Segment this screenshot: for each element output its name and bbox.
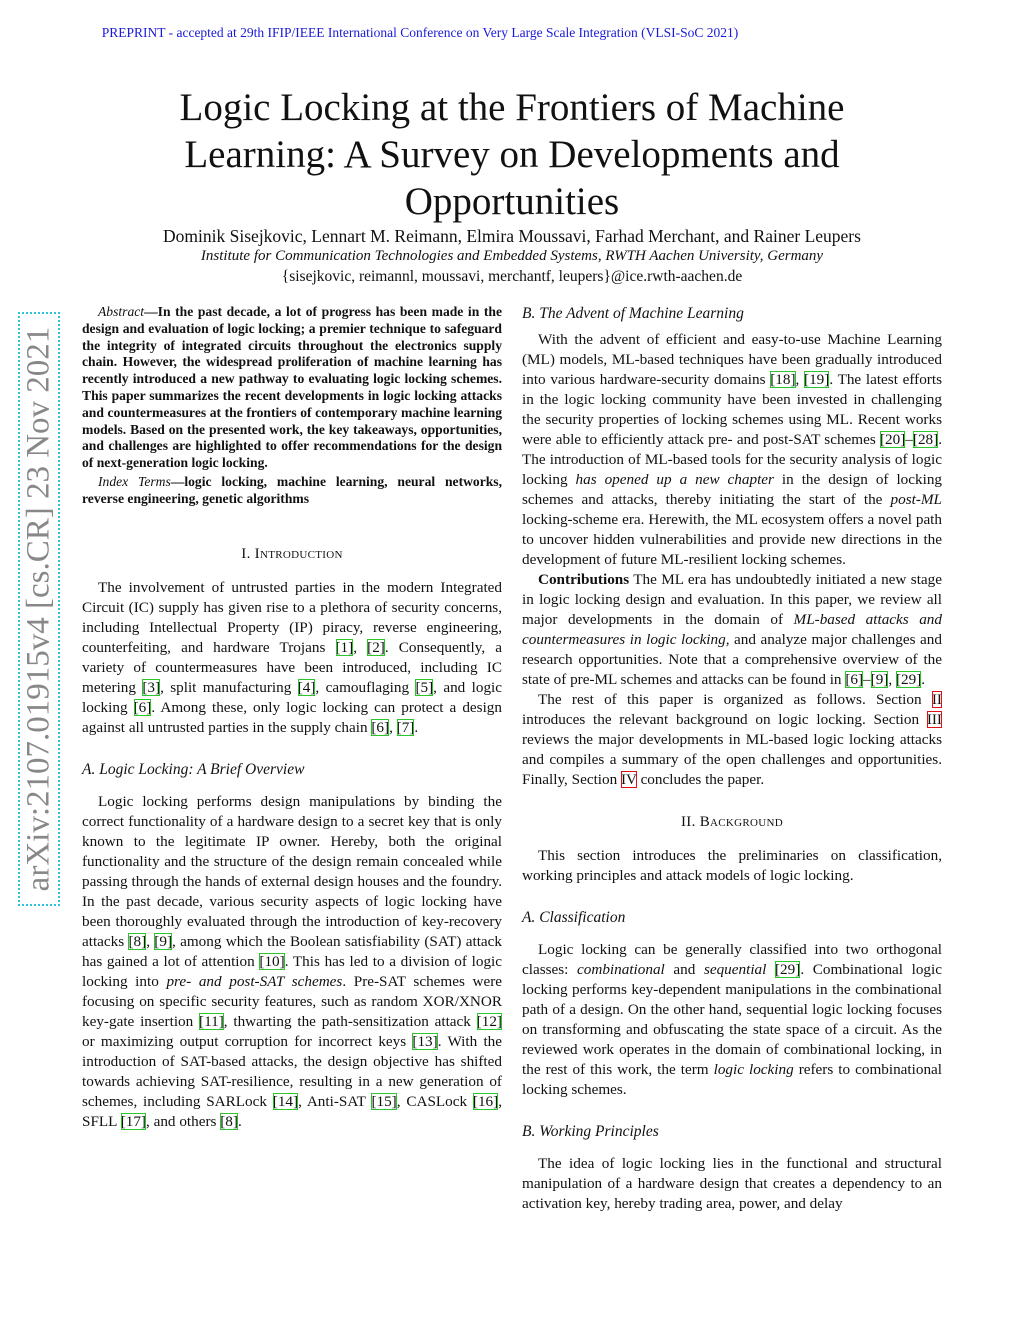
emphasis: logic locking (713, 1061, 794, 1078)
citation-link[interactable]: [16] (472, 1092, 499, 1110)
citation-link[interactable]: [7] (396, 718, 415, 736)
citation-link[interactable]: [5] (415, 678, 434, 696)
index-terms-text: —logic locking, machine learning, neural networks, reverse engineering, genetic algorithms (82, 473, 502, 506)
authors: Dominik Sisejkovic, Lennart M. Reimann, Elmira Moussavi, Farhad Merchant, and Rainer Leupers (163, 226, 861, 246)
emphasis: has opened up a new chapter (575, 471, 774, 488)
citation-link[interactable]: [17] (120, 1112, 146, 1130)
citation-link[interactable]: [10] (259, 952, 285, 970)
abstract (82, 304, 502, 472)
citation-link[interactable]: [4] (297, 678, 316, 696)
abstract-text: —In the past decade, a lot of progress has been made in the design and evaluation of logic locking; a premier technique to safeguard the integrity of integrated circuits throughout the electronics supply chain. However, the widespread proliferation of machine learning has recently introduced a new pathway to evaluating logic locking schemes. This paper summarizes the recent developments in logic locking attacks and countermeasures at the frontiers of contemporary machine learning models. Based on the presented work, the key takeaways, opportunities, and challenges are highlighted to offer recommendations for the design of next-generation logic locking. (82, 304, 502, 471)
citation-link[interactable]: [6] (371, 718, 390, 736)
body-paragraph: The involvement of untrusted parties in the modern Integrated Circuit (IC) supply has given rise to a plethora of security concerns, including Intellectual Property (IP) piracy, reverse engineering, counterfeiting, and hardware Trojans [1], [2]. Consequently, a variety of countermeasures have been introduced, including IC metering [3], split manufacturing [4], camouflaging [5], and logic locking [6]. Among these, only logic locking can protect a design against all untrusted parties in the supply chain [6], [7]. (82, 578, 503, 736)
emphasis: ML-based attacks and countermeasures in logic locking (522, 611, 942, 648)
section-link[interactable]: IV (621, 771, 637, 788)
citation-link[interactable]: [29] (895, 671, 922, 688)
right-column (522, 304, 942, 1214)
section-link[interactable]: II (931, 691, 942, 708)
arxiv-stamp[interactable] (18, 312, 60, 906)
subsection-heading: B. Working Principles (522, 1123, 659, 1140)
citation-link[interactable]: [20] (879, 431, 906, 448)
citation-link[interactable]: [9] (870, 671, 889, 688)
bold-lead: Contributions (538, 571, 630, 588)
body-paragraph: Logic locking performs design manipulations by binding the correct functionality of a hardware design to a secret key that is only known to the legitimate IP owner. Hereby, both the original functionality and the structure of the design remain concealed while passing through the hands of external design houses and the foundry. In the past decade, various security aspects of logic locking have been thoroughly evaluated through the introduction of key-recovery attacks [8], [9], among which the Boolean satisfiability (SAT) attack has gained a lot of attention [10]. This has led to a division of logic locking into pre- and post-SAT schemes. Pre-SAT schemes were focusing on specific security features, such as random XOR/XNOR key-gate insertion [11], thwarting the path-sensitization attack [12] or maximizing output corruption for incorrect keys [13]. With the introduction of SAT-based attacks, the design objective has shifted towards achieving SAT-resilience, resulting in a new generation of schemes, including SARLock [14], Anti-SAT [15], CASLock [16], SFLL [17], and others [8]. (82, 792, 503, 1130)
body-paragraph: With the advent of efficient and easy-to-use Machine Learning (ML) models, ML-based techniques have been gradually introduced into various hardware-security domains [18], [19]. The latest efforts in the logic locking community have been invested in challenging the security properties of locking schemes using ML. Recent works were able to efficiently attack pre- and post-SAT schemes [20]–[28]. The introduction of ML-based tools for the security analysis of logic locking has opened up a new chapter in the design of locking schemes and attacks, thereby initiating the start of the post-ML locking-scheme era. Herewith, the ML ecosystem offers a novel path to uncover hidden vulnerabilities and provide new directions in the development of future ML-resilient locking schemes. (522, 331, 943, 568)
citation-link[interactable]: [9] (154, 932, 173, 950)
citation-link[interactable]: [6] (845, 671, 864, 688)
subsection-heading: A. Classification (522, 909, 626, 926)
citation-link[interactable]: [19] (804, 371, 830, 388)
citation-link[interactable]: [18] (770, 371, 796, 388)
subsection-heading: B. The Advent of Machine Learning (522, 305, 744, 322)
citation-link[interactable]: [11] (199, 1012, 224, 1030)
section-link[interactable]: III (926, 711, 942, 728)
citation-link[interactable]: [28] (912, 431, 939, 448)
citation-link[interactable]: [3] (142, 678, 161, 696)
citation-link[interactable]: [13] (412, 1032, 438, 1050)
citation-link[interactable]: [8] (128, 932, 147, 950)
citation-link[interactable]: [29] (775, 961, 801, 978)
citation-link[interactable]: [2] (367, 638, 385, 656)
author-emails: {sisejkovic, reimannl, moussavi, merchantf, leupers}@ice.rwth-aachen.de (281, 268, 743, 285)
affiliation: Institute for Communication Technologies and Embedded Systems, RWTH Aachen University, Germany (200, 248, 824, 264)
emphasis: combinational (577, 961, 665, 978)
paper-title: Logic Locking at the Frontiers of Machine Learning: A Survey on Developments and Opportunities (179, 86, 845, 223)
section-heading: II. Background (681, 814, 783, 830)
preprint-note[interactable]: PREPRINT - accepted at 29th IFIP/IEEE International Conference on Very Large Scale Integration (VLSI-SoC 2021) (101, 25, 739, 40)
abstract-label: Abstract (98, 304, 145, 319)
section-heading: I. Introduction (241, 545, 343, 562)
body-paragraph: The rest of this paper is organized as follows. Section II introduces the relevant background on logic locking. Section III reviews the major developments in ML-based logic locking attacks and compiles a summary of the open challenges and opportunities. Finally, Section IV concludes the paper. (522, 691, 942, 788)
body-paragraph: The idea of logic locking lies in the functional and structural manipulation of a hardware design that creates a dependency to an activation key, hereby trading area, power, and delay (522, 1155, 942, 1212)
citation-link[interactable]: [15] (371, 1092, 397, 1110)
body-paragraph: Contributions The ML era has undoubtedly initiated a new stage in logic locking design and evaluation. In this paper, we review all major developments in the domain of ML-based attacks and countermeasures in logic locking, and analyze major challenges and research opportunities. Note that a comprehensive overview of the state of pre-ML schemes and attacks can be found in [6]–[9], [29]. (522, 571, 942, 688)
left-column (82, 304, 502, 1132)
body-paragraph: Logic locking can be generally classified into two orthogonal classes: combinational and sequential [29]. Combinational logic locking performs key-dependent manipulations in the combinational path of a design. On the other hand, sequential logic locking focuses on transforming and obfuscating the state space of a circuit. As the reviewed work operates in the domain of combinational locking, in the rest of this work, the term logic locking refers to combinational locking schemes. (522, 941, 942, 1098)
index-terms-label: Index Terms (98, 473, 171, 489)
citation-link[interactable]: [8] (220, 1112, 238, 1130)
arxiv-id: arXiv:2107.01915v4 [cs.CR] 23 Nov 2021 (20, 326, 57, 892)
body-paragraph: This section introduces the preliminaries on classification, working principles and attack models of logic locking. (522, 847, 942, 884)
emphasis: pre- and post-SAT schemes (166, 972, 343, 990)
subsection-heading: A. Logic Locking: A Brief Overview (82, 760, 305, 778)
citation-link[interactable]: [6] (133, 698, 152, 716)
emphasis: sequential (703, 961, 767, 978)
citation-link[interactable]: [14] (272, 1092, 299, 1110)
citation-link[interactable]: [12] (476, 1012, 502, 1030)
emphasis: post-ML (890, 491, 942, 508)
index-terms (82, 474, 502, 508)
citation-link[interactable]: [1] (335, 638, 354, 656)
